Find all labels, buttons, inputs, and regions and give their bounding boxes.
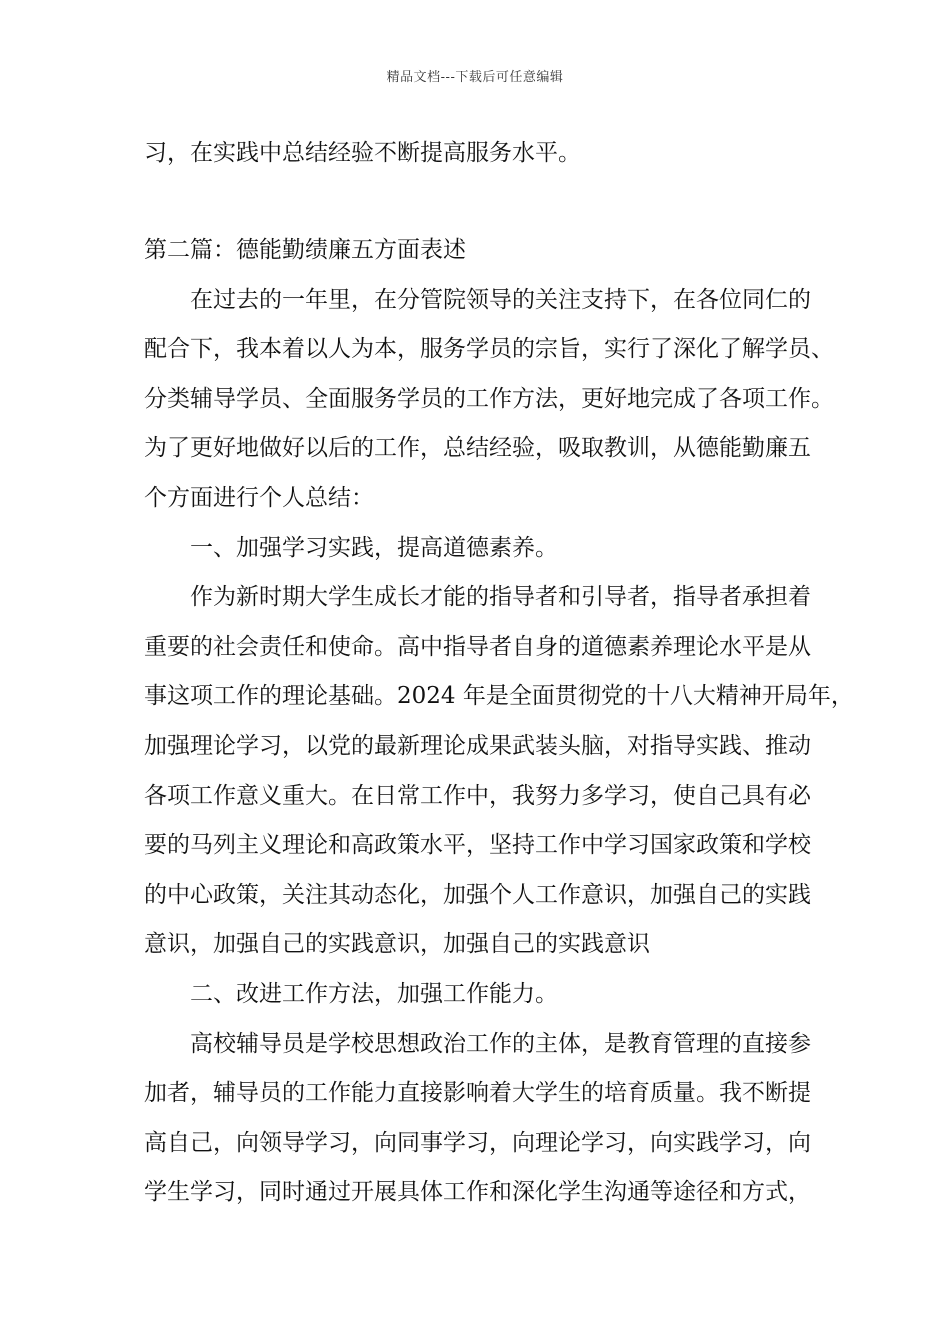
paragraph-line: 意识，加强自己的实践意识，加强自己的实践意识 (144, 931, 650, 958)
paragraph-line: 分类辅导学员、全面服务学员的工作方法，更好地完成了各项工作。 (144, 385, 834, 412)
paragraph-line: 要的马列主义理论和高政策水平，坚持工作中学习国家政策和学校 (144, 832, 811, 859)
paragraph-line: 高自己，向领导学习，向同事学习，向理论学习，向实践学习，向 (144, 1129, 811, 1156)
paragraph-line: 加强理论学习，以党的最新理论成果武装头脑，对指导实践、推动 (144, 732, 811, 759)
paragraph-line: 的中心政策，关注其动态化，加强个人工作意识，加强自己的实践 (144, 881, 811, 908)
paragraph-line: 事这项工作的理论基础。2024 年是全面贯彻党的十八大精神开局年， (144, 683, 854, 710)
paragraph-line: 重要的社会责任和使命。高中指导者自身的道德素养理论水平是从 (144, 633, 811, 660)
paragraph-line: 作为新时期大学生成长才能的指导者和引导者，指导者承担着 (190, 584, 811, 611)
section-body (144, 226, 854, 1218)
paragraph (144, 1020, 810, 1218)
header-note: 精品文档---下载后可任意编辑 (386, 70, 564, 85)
paragraph-line: 在过去的一年里，在分管院领导的关注支持下，在各位同仁的 (190, 286, 811, 313)
paragraph-line: 各项工作意义重大。在日常工作中，我努力多学习，使自己具有必 (144, 782, 811, 809)
continuation-line: 习，在实践中总结经验不断提高服务水平。 (144, 140, 581, 166)
paragraph-line: 二、改进工作方法，加强工作能力。 (190, 980, 558, 1007)
paragraph (144, 524, 810, 574)
paragraph-line: 学生学习，同时通过开展具体工作和深化学生沟通等途径和方式， (144, 1179, 811, 1206)
paragraph-line: 配合下，我本着以人为本，服务学员的宗旨，实行了深化了解学员、 (144, 336, 834, 363)
paragraph-line: 一、加强学习实践，提高道德素养。 (190, 534, 558, 561)
paragraph-list (144, 276, 854, 1218)
paragraph-line: 高校辅导员是学校思想政治工作的主体，是教育管理的直接参 (190, 1030, 811, 1057)
paragraph (144, 573, 854, 970)
paragraph (144, 276, 834, 524)
section-title: 第二篇：德能勤绩廉五方面表述 (144, 237, 466, 263)
paragraph-line: 个方面进行个人总结： (144, 484, 374, 511)
paragraph (144, 970, 810, 1020)
paragraph-line: 为了更好地做好以后的工作，总结经验，吸取教训，从德能勤廉五 (144, 435, 811, 462)
paragraph-line: 加者，辅导员的工作能力直接影响着大学生的培育质量。我不断提 (144, 1080, 811, 1107)
continuation-text (144, 129, 810, 179)
